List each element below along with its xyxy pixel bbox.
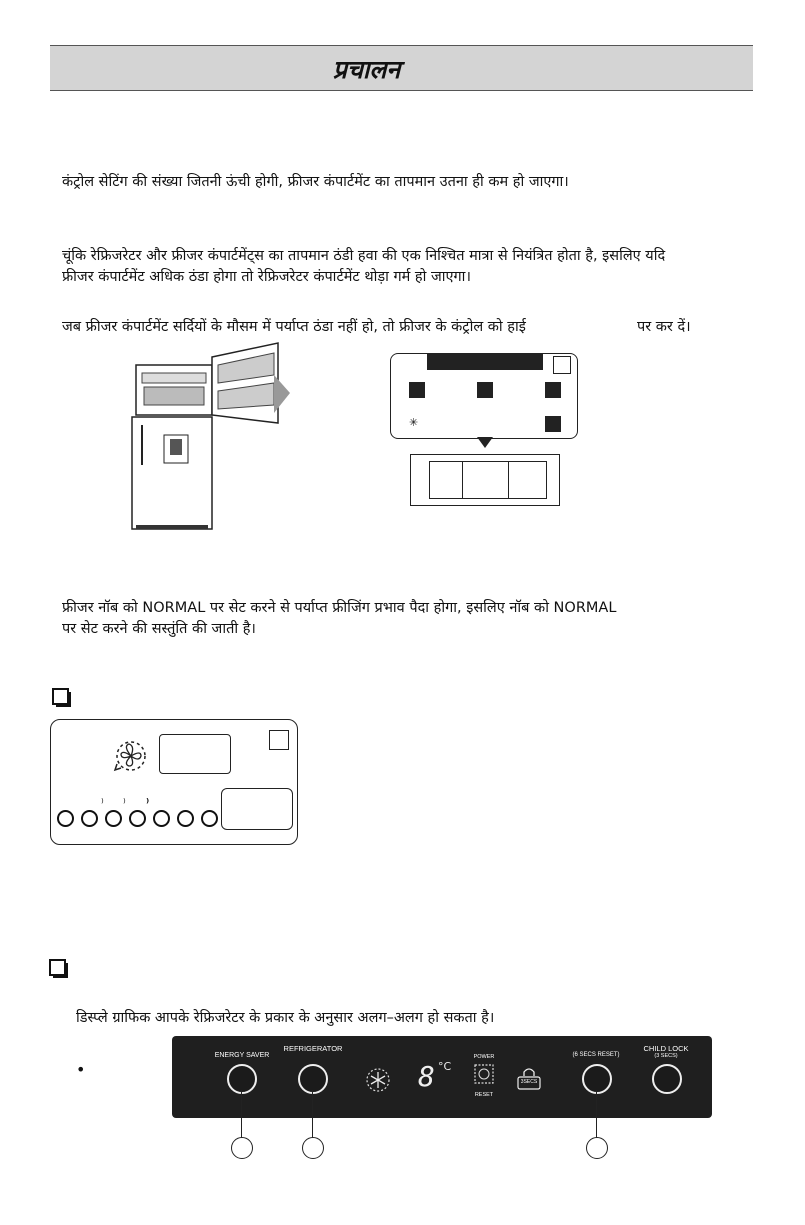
callout-line-3 — [596, 1090, 597, 1138]
power-reset-icon — [472, 1062, 496, 1088]
energy-saver-label: ENERGY SAVER — [214, 1052, 270, 1059]
display-panel — [172, 1036, 712, 1118]
energy-saver-button[interactable] — [227, 1064, 257, 1094]
knob-position-2[interactable] — [81, 810, 98, 827]
panel-indicator-1 — [409, 382, 425, 398]
paragraph-normal-line1: फ्रीजर नॉब को NORMAL पर सेट करने से पर्याप्त फ्रीजिंग प्रभाव पैदा होगा, इसलिए नॉब को NORMAL — [62, 600, 617, 616]
knob-control-panel: ⁾ ⁾ ⁾ — [50, 719, 298, 845]
paragraph-normal-line2: पर सेट करने की सस्तुंति की जाती है। — [62, 621, 256, 637]
paragraph-winter-part1: जब फ्रीजर कंपार्टमेंट सर्दियों के मौसम में पर्याप्त ठंडा नहीं हो, तो फ्रीजर के कंट्रोल को हाई — [62, 319, 526, 335]
pointer-down-icon — [477, 437, 493, 449]
paragraph-compartment-temp-line1: चूंकि रेफ्रिजरेटर और फ्रीजर कंपार्टमेंट्स का तापमान ठंडी हवा की एक निश्चित मात्रा से नियंत्रित होता है, इसलिए यदि — [62, 248, 666, 264]
fridge-illustration — [128, 335, 298, 535]
fan-icon — [111, 736, 151, 776]
knob-position-1[interactable] — [57, 810, 74, 827]
paragraph-control-setting: कंट्रोल सेटिंग की संख्या जितनी ऊंची होगी, फ्रीजर कंपार्टमेंट का तापमान उतना ही कम हो जाएगा। — [62, 174, 569, 190]
knob-position-7[interactable] — [201, 810, 218, 827]
lock-icon — [516, 1064, 542, 1092]
power-label: POWER — [473, 1054, 495, 1060]
knob-position-6[interactable] — [177, 810, 194, 827]
child-lock-button[interactable] — [652, 1064, 682, 1094]
callout-line-1 — [241, 1090, 242, 1138]
reset-label: RESET — [474, 1092, 494, 1098]
temperature-digit: 8 — [418, 1060, 435, 1093]
knob-position-3[interactable] — [105, 810, 122, 827]
callout-line-2 — [312, 1090, 313, 1138]
freezer-control-panel — [390, 353, 578, 439]
paragraph-display-graphic: डिस्प्ले ग्राफिक आपके रेफ्रिजरेटर के प्रकार के अनुसार अलग–अलग हो सकता है। — [76, 1010, 495, 1026]
callout-circle-3 — [586, 1137, 608, 1159]
snowflake-icon — [364, 1066, 392, 1094]
panel-indicator-3 — [545, 382, 561, 398]
page-header — [50, 45, 753, 91]
snowflake-icon: ✳ — [409, 416, 419, 429]
six-secs-reset-button[interactable] — [582, 1064, 612, 1094]
knob-label-box — [221, 788, 293, 830]
panel-display-bar — [427, 354, 543, 370]
panel-corner-box — [553, 356, 571, 374]
callout-circle-1 — [231, 1137, 253, 1159]
bullet: • — [76, 1060, 86, 1079]
lock-secs-label: 3SECS — [520, 1079, 538, 1085]
paragraph-winter-part2: पर कर दें। — [637, 319, 691, 335]
callout-circle-2 — [302, 1137, 324, 1159]
checkbox-square-icon — [49, 959, 66, 976]
control-detail-box — [410, 454, 560, 506]
six-secs-reset-label: (6 SECS RESET) — [572, 1052, 620, 1058]
temperature-unit: °C — [438, 1060, 452, 1073]
control-detail-inner — [429, 461, 547, 499]
checkbox-square-icon — [52, 688, 69, 705]
page-title: प्रचालन — [332, 55, 401, 84]
knob-position-5[interactable] — [153, 810, 170, 827]
refrigerator-label: REFRIGERATOR — [283, 1044, 343, 1053]
knob-corner-box — [269, 730, 289, 750]
child-lock-secs-label: (3 SECS) — [654, 1053, 678, 1059]
knob-position-4[interactable] — [129, 810, 146, 827]
panel-indicator-4 — [545, 416, 561, 432]
knob-display-window — [159, 734, 231, 774]
refrigerator-button[interactable] — [298, 1064, 328, 1094]
paragraph-compartment-temp-line2: फ्रीजर कंपार्टमेंट अधिक ठंडा होगा तो रेफ्रिजरेटर कंपार्टमेंट थोड़ा गर्म हो जाएगा। — [62, 269, 471, 285]
panel-indicator-2 — [477, 382, 493, 398]
child-lock-label: CHILD LOCK — [643, 1044, 689, 1053]
